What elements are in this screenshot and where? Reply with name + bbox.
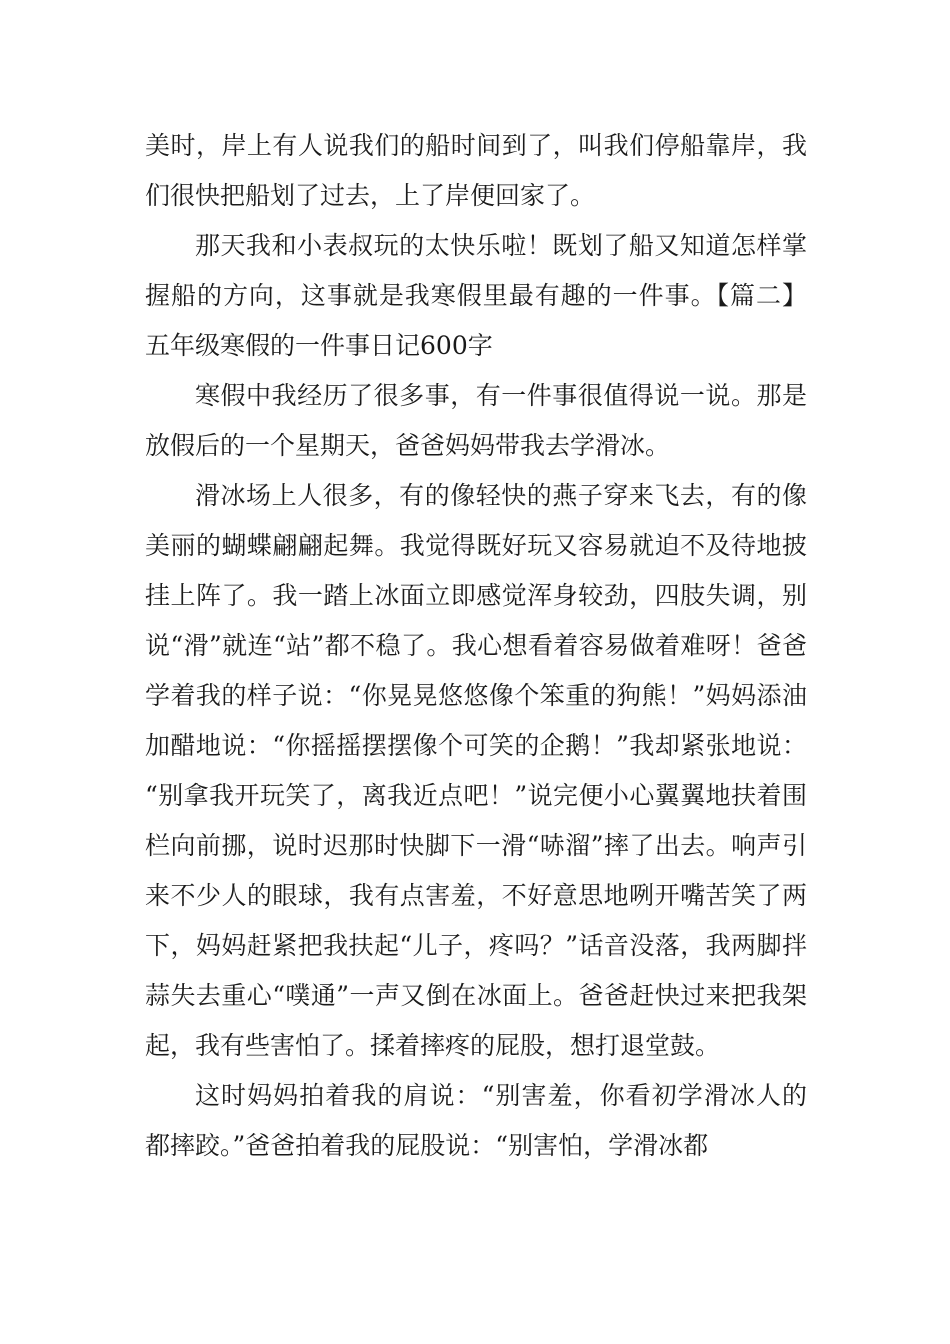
paragraph: 那天我和小表叔玩的太快乐啦！既划了船又知道怎样掌握船的方向，这事就是我寒假里最有趣的一件事。【篇二】五年级寒假的一件事日记600字 (145, 231, 807, 360)
paragraph: 滑冰场上人很多，有的像轻快的燕子穿来飞去，有的像美丽的蝴蝶翩翩起舞。我觉得既好玩又容易就迫不及待地披挂上阵了。我一踏上冰面立即感觉浑身较劲，四肢失调，别说“滑”就连“站”都不稳了。我心想看着容易做着难呀！爸爸学着我的样子说：“你晃晃悠悠像个笨重的狗熊！”妈妈添油加醋地说：“你摇摇摆摆像个可笑的企鹅！”我却紧张地说：“别拿我开玩笑了，离我近点吧！”说完便小心翼翼地扶着围栏向前挪，说时迟那时快脚下一滑“哧溜”摔了出去。响声引来不少人的眼球，我有点害羞，不好意思地咧开嘴苦笑了两下，妈妈赶紧把我扶起“儿子，疼吗？”话音没落，我两脚拌蒜失去重心“噗通”一声又倒在冰面上。爸爸赶快过来把我架起，我有些害怕了。揉着摔疼的屁股，想打退堂鼓。 (145, 481, 807, 1060)
paragraph-continued: 美时，岸上有人说我们的船时间到了，叫我们停船靠岸，我们很快把船划了过去，上了岸便回家了。 (145, 131, 807, 210)
paragraph: 寒假中我经历了很多事，有一件事很值得说一说。那是放假后的一个星期天，爸爸妈妈带我去学滑冰。 (145, 381, 807, 460)
paragraph: 这时妈妈拍着我的肩说：“别害羞，你看初学滑冰人的都摔跤。”爸爸拍着我的屁股说：“别害怕，学滑冰都 (145, 1081, 807, 1160)
body-text (145, 121, 807, 1171)
